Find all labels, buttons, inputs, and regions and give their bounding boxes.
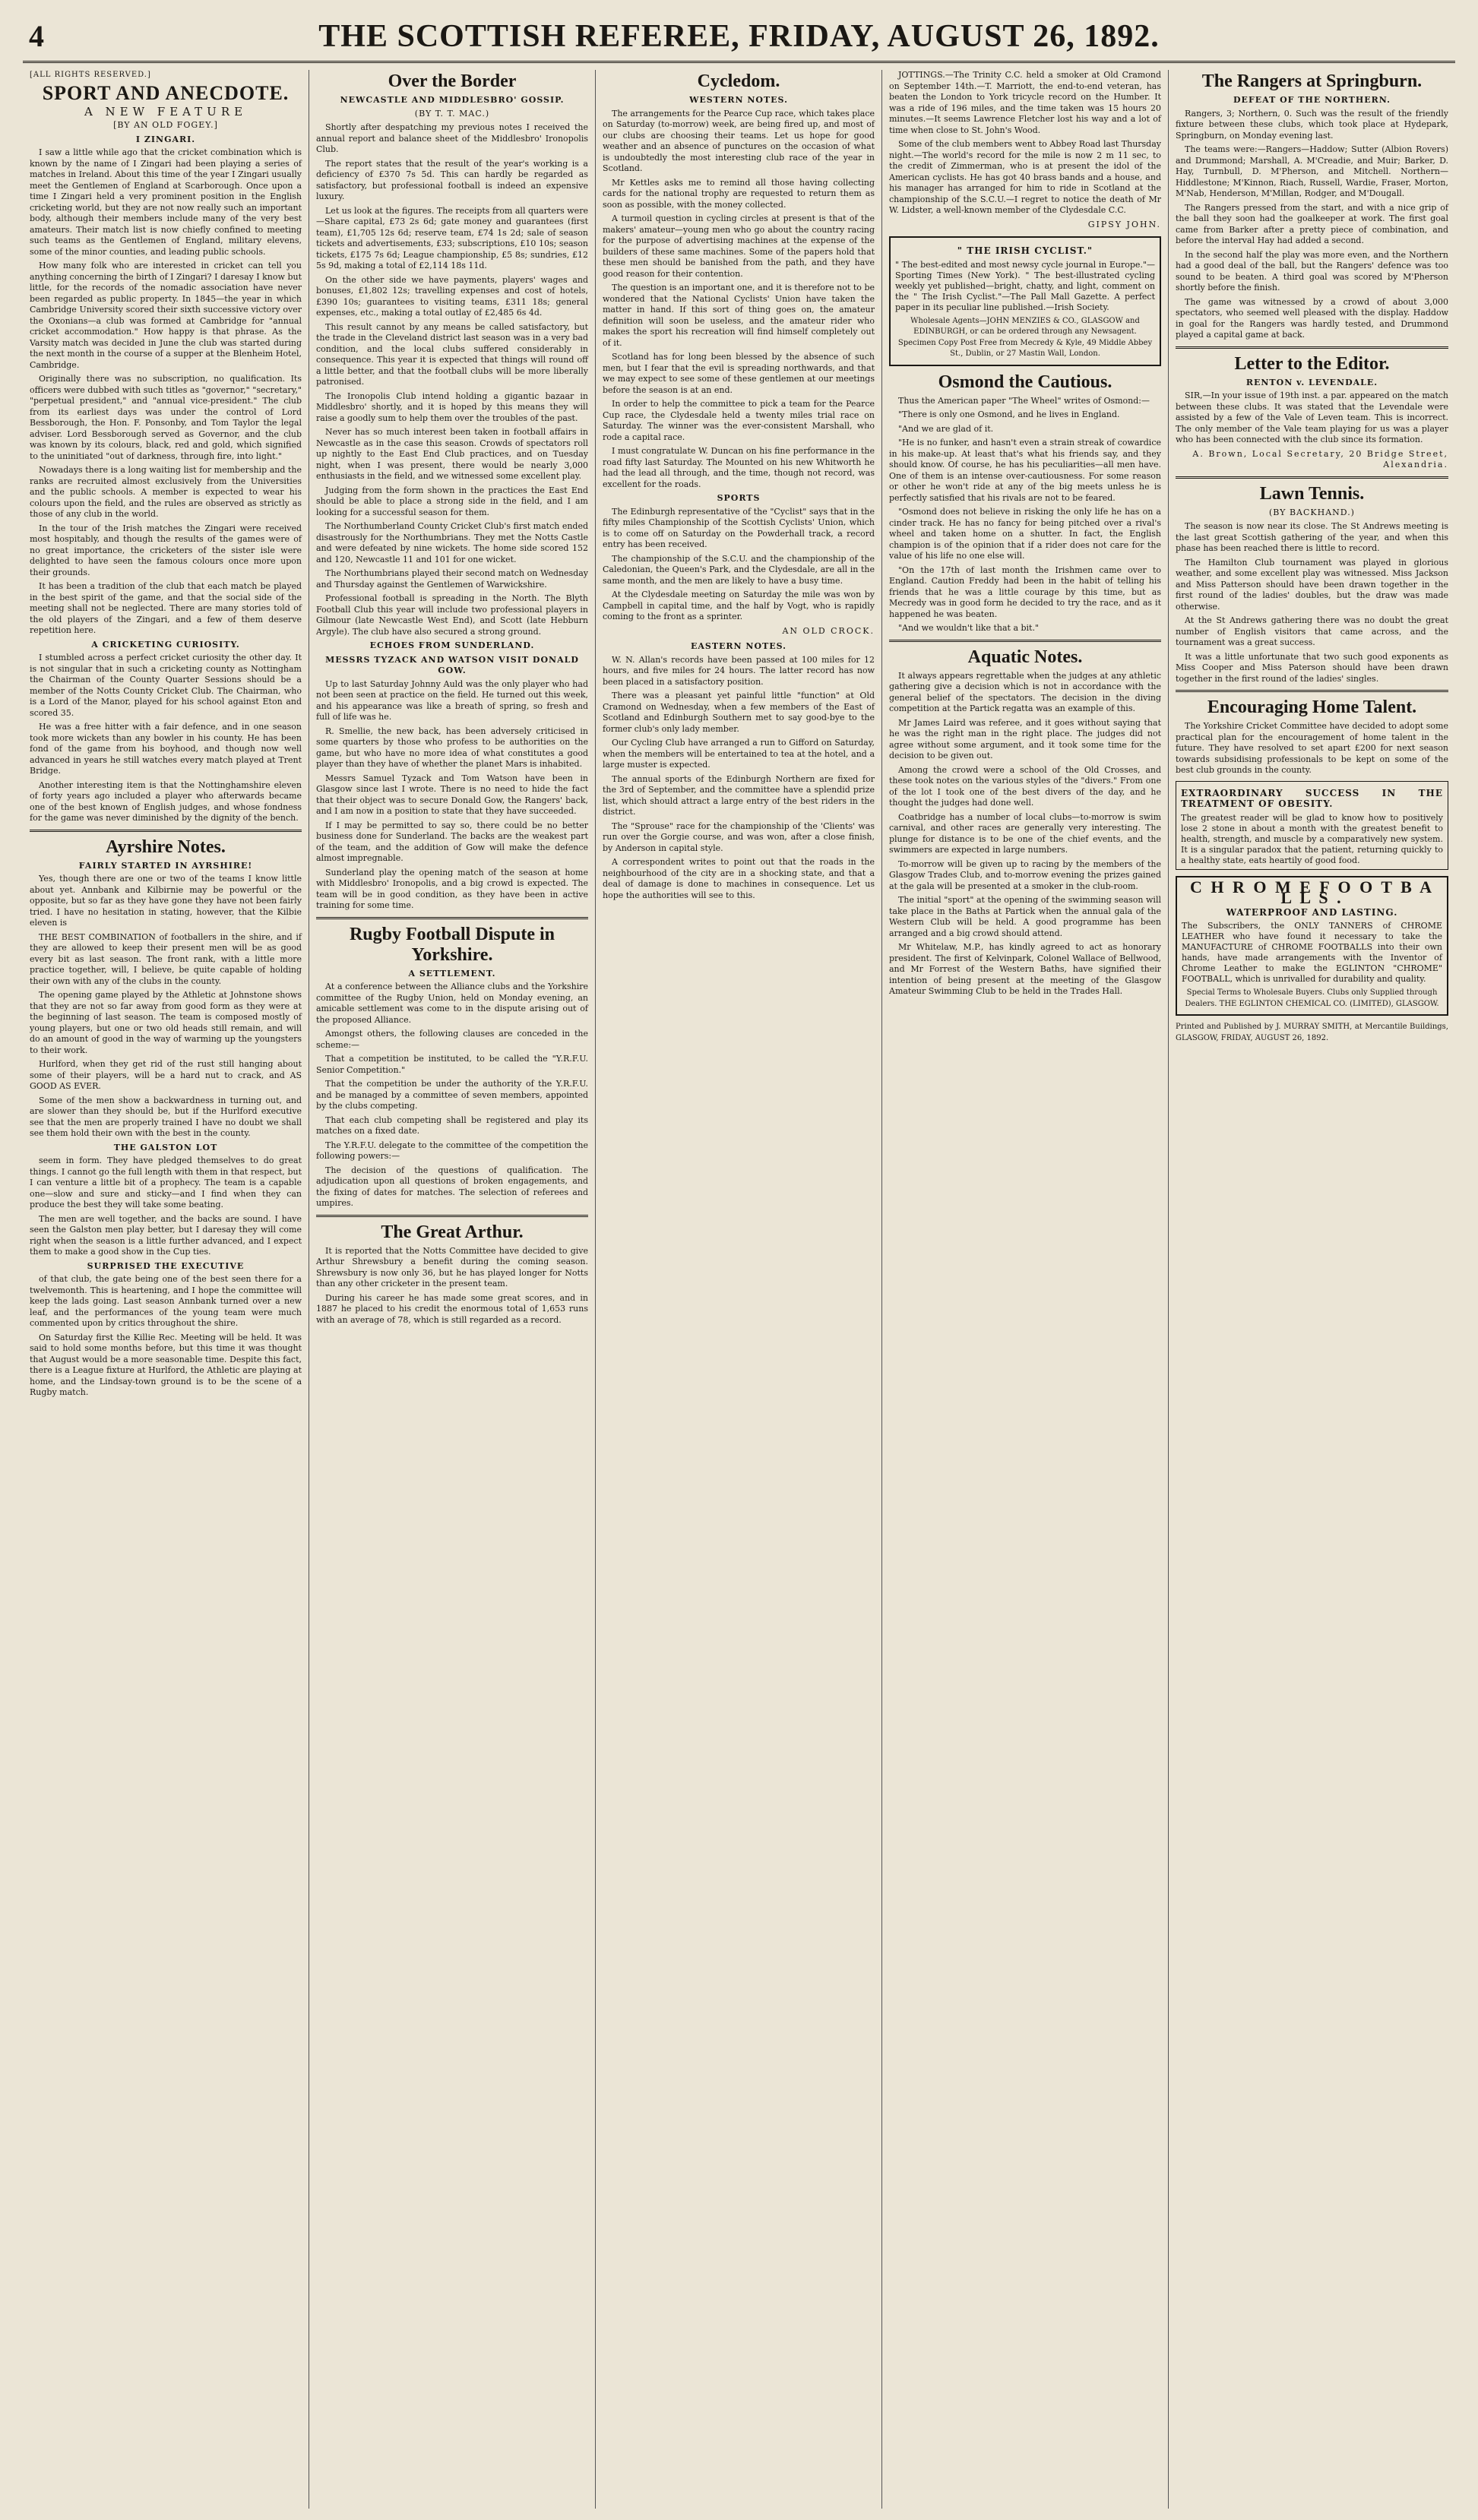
paragraph: It was a little unfortunate that two such good exponents as Miss Cooper and Miss Paterson should have been drawn together in the first round of the ladies' singles. xyxy=(1176,651,1448,684)
paragraph: Messrs Samuel Tyzack and Tom Watson have been in Glasgow since last I wrote. There is no need to hide the fact that their object was to secure Donald Gow, the Rangers' back, and I am now in a position to state that they have succeeded. xyxy=(316,773,588,816)
paragraph: Up to last Saturday Johnny Auld was the only player who had not been seen at practice on the field. He turned out this week, and his appearance was like a breath of spring, so fresh and full of life was he. xyxy=(316,678,588,722)
paragraph: Judging from the form shown in the practices the East End should be able to place a strong side in the field, and I am looking for a successful season for them. xyxy=(316,485,588,517)
paragraph: The Ironopolis Club intend holding a gigantic bazaar in Middlesbro' shortly, and it is hoped by this means they will raise a goodly sum to help them over the troubles of the past. xyxy=(316,390,588,423)
paragraph: The Y.R.F.U. delegate to the committee of the competition the following powers:— xyxy=(316,1140,588,1161)
section-heading: SURPRISED THE EXECUTIVE xyxy=(87,1260,245,1271)
advert-title: " THE IRISH CYCLIST." xyxy=(957,245,1093,256)
advert-footer: Wholesale Agents—JOHN MENZIES & CO., GLASGOW and EDINBURGH, or can be ordered through any Newsagent. Specimen Copy Post Free from Mecredy & Kyle, 49 Middle Abbey St., Dublin, or 27 Mastin Wall, London. xyxy=(897,316,1153,358)
paragraph: The teams were:—Rangers—Haddow; Sutter (Albion Rovers) and Drummond; Marshall, A. M'Creadie, and Muir; Barker, D. Hay, Turnbull, D. M'Pherson, and Mitchell. Northern—Hiddlestone; M'Kinnon, Riach, Russell, Wardie, Fraser, Morton, M'Nab, Henderson, M'Millan, Rodger, and M'Dougall. xyxy=(1176,144,1448,198)
advert-title: EXTRAORDINARY SUCCESS IN THE TREATMENT OF OBESITY. xyxy=(1181,787,1443,809)
paragraph-group xyxy=(603,507,875,623)
headline-aquatic-notes: Aquatic Notes. xyxy=(967,647,1083,667)
kicker: A NEW FEATURE xyxy=(84,104,248,119)
divider xyxy=(1176,476,1448,479)
column-4 xyxy=(882,70,1169,2509)
columns xyxy=(23,70,1455,2509)
divider xyxy=(316,1215,588,1217)
column-1 xyxy=(23,70,309,2509)
paragraph: The opening game played by the Athletic at Johnstone shows that they are not so far away from good form as they were at the beginning of last season. The team is composed mostly of young players, but one or two old heads still remain, and will do an amount of good in the way of warming up the youngsters to their work. xyxy=(30,990,302,1055)
paragraph: "He is no funker, and hasn't even a strain streak of cowardice in his make-up. At least that's what his friends say, and they should know. Of course, he has his peculiarities—all men have. One of them is an intense over-cautiousness. For some reason or other he won't ride at any of the big meets unless he is perfectly satisfied that his rivals are not to be feared. xyxy=(889,438,1161,503)
paragraph-group xyxy=(316,982,588,1209)
paragraph: The Northumberland County Cricket Club's first match ended disastrously for the Northumbrians. They met the Notts Castle and were defeated by nine wickets. The home side scored 152 and 120, Newcastle 11 and 101 for one wicket. xyxy=(316,521,588,564)
paragraph: The report states that the result of the year's working is a deficiency of £370 7s 5d. This can hardly be regarded as satisfactory, but professional football is indeed an expensive luxury. xyxy=(316,158,588,201)
paragraph: Scotland has for long been blessed by the absence of such men, but I fear that the evil is spreading northwards, and that we may expect to see some of these gentlemen at our meetings before the season is at an end. xyxy=(603,352,875,395)
byline: (BY BACKHAND.) xyxy=(1269,507,1355,517)
paragraph: I must congratulate W. Duncan on his fine performance in the road fifty last Saturday. The Mounted on his new Whitworth he had the lead all through, and the time, though not record, was excellent for the roads. xyxy=(603,446,875,489)
paragraph: That the competition be under the authority of the Y.R.F.U. and be managed by a committee of seven members, appointed by the clubs competing. xyxy=(316,1079,588,1111)
paragraph: The game was witnessed by a crowd of about 3,000 spectators, who seemed well pleased with the display. Haddow in goal for the Rangers was hardly tested, and Drummond played a capital game at back. xyxy=(1176,296,1448,340)
headline-cycledom: Cycledom. xyxy=(697,71,780,91)
paragraph: How many folk who are interested in cricket can tell you anything concerning the birth of I Zingari? I daresay I know but little, for the records of the nomadic association have never been regarded as public property. In 1845—the year in which Cambridge University scored their sixth successive victory over the Oxonians—a club was formed at Cambridge for "annual cricket accommodation." How happy is that phrase. As the Varsity match was decided in June the club was started during the next month in the course of a supper at the Blenheim Hotel, Cambridge. xyxy=(30,261,302,370)
section-heading: SPORTS xyxy=(717,493,761,503)
advert-chrome-footballs xyxy=(1176,876,1448,1017)
paragraph: Yes, though there are one or two of the teams I know little about yet. Annbank and Kilbirnie may be powerful or the opposite, but so far as they have gone they have not been fairly tried. I have no hesitation in stating, however, that the Kilbie eleven is xyxy=(30,874,302,928)
divider xyxy=(1176,346,1448,349)
advert-body: The Subscribers, the ONLY TANNERS of CHROME LEATHER who have found it necessary to take the MANUFACTURE of CHROME FOOTBALLS into their own hands, have made arrangements with the Inventor of Chrome Leather to make the EGLINTON "CHROME" FOOTBALL, which is unrivalled for durability and quality. xyxy=(1182,921,1442,984)
paragraph-group xyxy=(1176,721,1448,776)
imprint: Printed and Published by J. MURRAY SMITH, at Mercantile Buildings, GLASGOW, FRIDAY, AUGUST 26, 1892. xyxy=(1176,1023,1448,1042)
paragraph: Mr James Laird was referee, and it goes without saying that he was the right man in the right place. The judges did not agree without some argument, and it took some time for the decision to be given out. xyxy=(889,717,1161,760)
paragraph: Shortly after despatching my previous notes I received the annual report and balance sheet of the Middlesbro' Ironopolis Club. xyxy=(316,122,588,154)
column-3 xyxy=(596,70,882,2509)
paragraph: The championship of the S.C.U. and the championship of the Caledonian, the Queen's Park, and the Clydesdale, are all in the same month, and the men are likely to have a busy time. xyxy=(603,553,875,586)
paragraph: Originally there was no subscription, no qualification. Its officers were dubbed with such titles as "governor," "secretary," "perpetual president," and "annual vice-president." The club from its earliest days was under the control of Lord Bessborough, the Hon. F. Ponsonby, and Tom Taylor the legal adviser. Lord Bessborough served as Governor, and the club was known by its colours, black, red and gold, which signified to the uninitiated "out of darkness, through fire, into light." xyxy=(30,374,302,461)
paragraph: Never has so much interest been taken in football affairs in Newcastle as in the case this season. Crowds of spectators roll up nightly to the East End Club practices, and on Tuesday night, when I was present, there would be nearly 3,000 enthusiasts in the field, and we witnessed some excellent play. xyxy=(316,427,588,481)
paragraph: It is reported that the Notts Committee have decided to give Arthur Shrewsbury a benefit during the coming season. Shrewsbury is now only 36, but he has played longer for Notts than any other cricketer in the present team. xyxy=(316,1245,588,1288)
paragraph: Professional football is spreading in the North. The Blyth Football Club this year will include two professional players in Gilmour (late Newcastle West End), and Scott (late Hebburn Argyle). The club have also secured a strong ground. xyxy=(316,593,588,637)
paragraph: Mr Whitelaw, M.P., has kindly agreed to act as honorary president. The first of Kelvinpark, Colonel Wallace of Bellwood, and Mr Forrest of the Western Baths, have signified their intention of being present at the meeting of the Glasgow Amateur Swimming Club to be held in the Trades Hall. xyxy=(889,942,1161,996)
masthead xyxy=(23,14,1455,63)
paragraph-group xyxy=(889,671,1161,998)
paragraph: That a competition be instituted, to be called the "Y.R.F.U. Senior Competition." xyxy=(316,1054,588,1075)
divider xyxy=(316,917,588,919)
signature: AN OLD CROCK. xyxy=(782,625,875,636)
paragraph: On the other side we have payments, players' wages and bonuses, £1,802 12s; travelling expenses and cost of hotels, £390 10s; guarantees to visiting teams, £311 18s; general expenses, etc., making a total outlay of £2,485 6s 4d. xyxy=(316,274,588,318)
subheading: A SETTLEMENT. xyxy=(408,968,496,979)
headline-great-arthur: The Great Arthur. xyxy=(381,1222,524,1242)
paragraph: Some of the men show a backwardness in turning out, and are slower than they should be, but if the Hurlford executive see that the men are properly trained I have no doubt we shall see them hold their own with the best in the county. xyxy=(30,1095,302,1138)
paragraph-group xyxy=(603,109,875,491)
signature: GIPSY JOHN. xyxy=(1087,219,1161,229)
paragraph: On Saturday first the Killie Rec. Meeting will be held. It was said to hold some months before, but this time it was thought that August would be a more seasonable time. Despite this fact, there is a League fixture at Hurlford, the Athletic are playing at home, and the Lindsay-town ground is to be the scene of a Rugby match. xyxy=(30,1332,302,1397)
column-2 xyxy=(309,70,596,2509)
divider xyxy=(30,830,302,832)
paragraph: The Hamilton Club tournament was played in glorious weather, and some excellent play was witnessed. Miss Jackson and Miss Patterson should have been drawn together in the first round of the ladies' doubles, but the draw was made otherwise. xyxy=(1176,557,1448,612)
paragraph: In the second half the play was more even, and the Northern had a good deal of the ball, but the Rangers' defence was too sound to be beaten. A third goal was scored by M'Pherson shortly before the finish. xyxy=(1176,249,1448,292)
headline-lawn-tennis: Lawn Tennis. xyxy=(1259,483,1365,504)
paragraph: seem in form. They have pledged themselves to do great things. I cannot go the full length with them in that respect, but I can venture a little bit of a prophecy. The team is a capable one—slow and sure and sticky—and I find when they can produce the best they will take some beating. xyxy=(30,1156,302,1209)
advert-title: C H R O M E F O O T B A L L S . xyxy=(1189,877,1434,907)
subheading: DEFEAT OF THE NORTHERN. xyxy=(1233,95,1391,105)
paragraph-group xyxy=(316,122,588,637)
paragraph-group xyxy=(889,396,1161,634)
section-heading: EASTERN NOTES. xyxy=(690,641,787,651)
paragraph: This result cannot by any means be called satisfactory, but the trade in the Cleveland district last season was in a very bad condition, and the local clubs suffered considerably in consequence. This year it is expected that things will round off a little better, and that the football clubs will be more liberally patronised. xyxy=(316,321,588,387)
section-heading: A CRICKETING CURIOSITY. xyxy=(91,639,240,650)
paragraph: The arrangements for the Pearce Cup race, which takes place on Saturday (to-morrow) week, are being fired up, and most of our clubs are choosing their teams. Let us hope for good weather and an absence of punctures on the occasion of what is undoubtedly the most interesting club race of the year in Scotland. xyxy=(603,108,875,173)
paragraph: I stumbled across a perfect cricket curiosity the other day. It is not singular that in such a cricketing county as Nottingham the Chairman of the County Quarter Sessions should be a member of the Notts County Cricket Club. The Chairman, who is a Lord of the Manor, played for his school against Eton and scored 35. xyxy=(30,653,302,718)
paragraph: Hurlford, when they get rid of the rust still hanging about some of their players, will be a hard nut to crack, and AS GOOD AS EVER. xyxy=(30,1059,302,1091)
paragraph: "Osmond does not believe in risking the only life he has on a cinder track. He has no fancy for being pitched over a rival's wheel and taken home on a shutter. In fact, the English champion is of the opinion that if a rider does not care for the value of his life no one else will. xyxy=(889,507,1161,561)
paragraph-group xyxy=(316,1246,588,1326)
paragraph: The Northumbrians played their second match on Wednesday and Thursday against the Gentlemen of Warwickshire. xyxy=(316,568,588,590)
advert-subtitle: WATERPROOF AND LASTING. xyxy=(1226,906,1398,918)
section-heading: I ZINGARI. xyxy=(135,134,196,144)
headline-letter-editor: Letter to the Editor. xyxy=(1234,353,1390,374)
paragraph: It always appears regrettable when the judges at any athletic gathering give a decision which is not in accordance with the general belief of the spectators. The decision in the diving competition at the Partick regatta was an example of this. xyxy=(889,670,1161,713)
paragraph: Thus the American paper "The Wheel" writes of Osmond:— xyxy=(898,395,1150,406)
paragraph: The Yorkshire Cricket Committee have decided to adopt some practical plan for the encouragement of home talent in the future. They have resolved to set apart £200 for next season towards subsidising professionals to be kept on some of the best club grounds in the county. xyxy=(1176,721,1448,775)
paragraph: Coatbridge has a number of local clubs—to-morrow is swim carnival, and other races are generally very interesting. The plunge for distance is to be one of the chief events, and the swimmers are expected in large numbers. xyxy=(889,811,1161,855)
byline: [BY AN OLD FOGEY.] xyxy=(113,120,218,130)
paragraph: "And we wouldn't like that a bit." xyxy=(898,623,1040,633)
paragraph-group xyxy=(1176,521,1448,685)
headline-ayrshire-notes: Ayrshire Notes. xyxy=(106,836,226,857)
paragraph: A turmoil question in cycling circles at present is that of the makers' amateur—young men who go about the country racing for the purpose of advertising machines at the expense of the builders of these same machines. Some of the papers hold that these men should be banished from the path, and they have good reason for their contention. xyxy=(603,213,875,279)
paragraph: Nowadays there is a long waiting list for membership and the ranks are recruited almost exclusively from the Universities and the public schools. A member is expected to wear his colours upon the field, and the rules are observed as strictly as those of any club in the world. xyxy=(30,465,302,519)
column-5 xyxy=(1169,70,1455,2509)
letter-body: SIR,—In your issue of 19th inst. a par. appeared on the match between these clubs. It was stated that the Levendale were assisted by a few of the Vale of Leven team. This is incorrect. The only member of the Vale team playing for us was a player who has been connected with the club since its formation. xyxy=(1176,390,1448,444)
paragraph-group xyxy=(1176,109,1448,341)
paragraph-group xyxy=(30,874,302,1140)
paragraph: Some of the club members went to Abbey Road last Thursday night.—The world's record for the mile is now 2 m 11 sec, to the credit of Zimmerman, who is at present the idol of the American cyclists. He has got 40 brass bands and a house, and his manager has arranged for him to ride in Scotland at the championship of the S.C.U.—I regret to notice the death of Mr W. Lidster, a well-known member of the Clydesdale C.C. xyxy=(889,139,1161,215)
paragraph: Our Cycling Club have arranged a run to Gifford on Saturday, when the members will be entertained to tea at the hotel, and a large muster is expected. xyxy=(603,738,875,770)
divider xyxy=(889,640,1161,642)
headline-rangers-springburn: The Rangers at Springburn. xyxy=(1201,71,1423,91)
paragraph: At the St Andrews gathering there was no doubt the great number of English visitors that came across, and the tournament was a great success. xyxy=(1176,615,1448,647)
paragraph: The question is an important one, and it is therefore not to be wondered that the National Cyclists' Union have taken the matter in hand. If this sort of thing goes on, the amateur definition will soon be useless, and the amateur rider who makes the sport his recreation will find himself completely out of it. xyxy=(603,283,875,348)
paragraph: Sunderland play the opening match of the season at home with Middlesbro' Ironopolis, and a big crowd is expected. The team will be in good condition, as they have been in active training for some time. xyxy=(316,867,588,910)
letter-signature: A. Brown, Local Secretary, 20 Bridge Street, Alexandria. xyxy=(1192,448,1448,470)
subheading: MESSRS TYZACK AND WATSON VISIT DONALD GOW. xyxy=(325,654,579,675)
paragraph: The men are well together, and the backs are sound. I have seen the Galston men play better, but I daresay they will come right when the season is a little further advanced, and I expect them to make a good show in the Cup ties. xyxy=(30,1213,302,1257)
paragraph: of that club, the gate being one of the best seen there for a twelvemonth. This is heartening, and I hope the committee will keep the lads going. Last season Annbank turned over a new leaf, and the performances of the young team were much commented upon by critics throughout the shire. xyxy=(30,1274,302,1328)
paragraph-group xyxy=(30,653,302,824)
subheading: WESTERN NOTES. xyxy=(689,95,788,105)
paragraph: In the tour of the Irish matches the Zingari were received most hospitably, and though the results of the games were of no great importance, the cricketers of the sister isle were delighted to have seen the famous colours once more upon their grounds. xyxy=(30,523,302,577)
advert-body: The greatest reader will be glad to know how to positively lose 2 stone in about a month with the greatest benefit to health, strength, and muscle by a comparatively new system. It is a singular paradox that the patient, returning quickly to a healthy state, eats heartily of good food. xyxy=(1181,812,1443,865)
paragraph: Mr Kettles asks me to remind all those having collecting cards for the national trophy are requested to return them as soon as possible, with the money collected. xyxy=(603,177,875,210)
paragraph-group xyxy=(30,1274,302,1399)
paragraph: THE BEST COMBINATION of footballers in the shire, and if they are allowed to keep their present men will be as good every bit as last season. The front rank, with a little more practice together, will, I believe, be quite capable of holding their own with any of the clubs in the county. xyxy=(30,931,302,986)
paragraph: Amongst others, the following clauses are conceded in the scheme:— xyxy=(316,1029,588,1050)
paragraph-group xyxy=(603,655,875,902)
paragraph-group xyxy=(889,70,1161,217)
rights-notice: [ALL RIGHTS RESERVED.] xyxy=(30,71,151,79)
paragraph: There was a pleasant yet painful little "function" at Old Cramond on Wednesday, when a few members of the East of Scotland and Edinburgh Southern met to say good-bye to the former club's only lady member. xyxy=(603,691,875,734)
paragraph: A correspondent writes to point out that the roads in the neighbourhood of the city are in a shocking state, and that a deal of damage is done to machines in consequence. Let us hope the authorities will see to this. xyxy=(603,857,875,900)
divider xyxy=(1176,690,1448,692)
paragraph: It has been a tradition of the club that each match be played in the best spirit of the game, and that the social side of the meeting shall not be neglected. There are many stories told of the old players of the Zingari, and a few of them deserve repetition here. xyxy=(30,581,302,635)
paragraph-group xyxy=(30,1156,302,1258)
paragraph: Among the crowd were a school of the Old Crosses, and these took notes on the various styles of the "divers." From one of the lot I took one of the best divers of the day, and he thought the judges had done well. xyxy=(889,764,1161,808)
advert-body: " The best-edited and most newsy cycle journal in Europe."—Sporting Times (New York). " The best-illustrated cycling weekly yet published—bright, chatty, and light, comment on the " The Irish Cyclist."—The Pall Mall Gazette. A perfect paper in its peculiar line published.—Irish Society. xyxy=(895,259,1155,312)
section-heading: ECHOES FROM SUNDERLAND. xyxy=(369,640,535,650)
headline-over-the-border: Over the Border xyxy=(388,71,517,91)
paragraph: At the Clydesdale meeting on Saturday the mile was won by Campbell in capital time, and the half by Vogt, who is rapidly coming to the front as a sprinter. xyxy=(603,590,875,621)
headline-sport-anecdote: SPORT AND ANECDOTE. xyxy=(42,81,290,104)
paragraph: "On the 17th of last month the Irishmen came over to England. Caution Freddy had been in the habit of telling his friends that he was a little courage by this time, but as Mecredy was in good form he decided to try the race, and as it happened he was beaten. xyxy=(889,564,1161,619)
paragraph: The annual sports of the Edinburgh Northern are fixed for the 3rd of September, and the committee have a splendid prize list, which should attract a large entry of the best riders in the district. xyxy=(603,773,875,817)
paragraph: R. Smellie, the new back, has been adversely criticised in some quarters by those who profess to be authorities on the game, but who have no more idea of what constitutes a good player than they have of whether the planet Mars is inhabited. xyxy=(316,726,588,769)
paper-title: THE SCOTTISH REFEREE, FRIDAY, AUGUST 26, 1892. xyxy=(318,19,1160,54)
paragraph: During his career he has made some great scores, and in 1887 he placed to his credit the enormous total of 1,653 runs with an average of 78, which is still regarded as a record. xyxy=(316,1292,588,1325)
paragraph: Another interesting item is that the Nottinghamshire eleven of forty years ago included a player who afterwards became one of the best known of English judges, and whose fondness for the game was never diminished by the dignity of the bench. xyxy=(30,779,302,823)
paragraph: The initial "sport" at the opening of the swimming season will take place in the Baths at Partick when the annual gala of the Western Club will be held. A good programme has been arranged and a big crowd should attend. xyxy=(889,895,1161,938)
paragraph: If I may be permitted to say so, there could be no better business done for Sunderland. The backs are the weakest part of the team, and the addition of Gow will make the defence almost impregnable. xyxy=(316,820,588,863)
paragraph: The "Sprouse" race for the championship of the 'Clients' was run over the Gorgie course, and was won, after a close finish, by Anderson in capital style. xyxy=(603,821,875,853)
paragraph: W. N. Allan's records have been passed at 100 miles for 12 hours, and five miles for 24 hours. The latter record has now been placed in a satisfactory position. xyxy=(603,654,875,687)
paragraph: Let us look at the figures. The receipts from all quarters were—Share capital, £73 2s 6d; gate money and guarantees (first team), £1,705 12s 6d; reserve team, £74 1s 2d; sale of season tickets and advertisements, £33; subscriptions, £10 10s; season tickets, £175 7s 6d; League championship, £5 8s; sundries, £12 5s 9d, making a total of £2,114 18s 11d. xyxy=(316,205,588,270)
section-heading: THE GALSTON LOT xyxy=(113,1142,218,1152)
advert-footer: Special Terms to Wholesale Buyers. Clubs only Supplied through Dealers. THE EGLINTON CHEMICAL CO. (LIMITED), GLASGOW. xyxy=(1185,988,1439,1008)
paragraph: "And we are glad of it. xyxy=(898,423,994,434)
headline-osmond: Osmond the Cautious. xyxy=(938,372,1112,392)
paragraph: That each club competing shall be registered and play its matches on a fixed date. xyxy=(316,1115,588,1136)
subheading: FAIRLY STARTED IN AYRSHIRE! xyxy=(78,860,253,871)
paragraph: In order to help the committee to pick a team for the Pearce Cup race, the Clydesdale held a twenty miles trial race on Saturday. The winner was the ever-consistent Marshall, who rode a capital race. xyxy=(603,399,875,442)
advert-obesity xyxy=(1176,781,1448,870)
paragraph: To-morrow will be given up to racing by the members of the Glasgow Trades Club, and to-morrow evening the prizes gained at the gala will be presented at a smoker in the club-room. xyxy=(889,858,1161,891)
paragraph: The decision of the questions of qualification. The adjudication upon all questions of broken engagements, and the fixing of dates for matches. The selection of referees and umpires. xyxy=(316,1165,588,1208)
headline-rugby-dispute: Rugby Football Dispute in Yorkshire. xyxy=(349,924,555,965)
paragraph-group xyxy=(316,679,588,912)
paragraph: He was a free hitter with a fair defence, and in one season took more wickets than any bowler in his county. He has been fond of the game from his boyhood, and though now well advanced in years he still watches every match played at Trent Bridge. xyxy=(30,722,302,776)
advert-irish-cyclist xyxy=(889,236,1161,366)
paragraph: The Rangers pressed from the start, and with a nice grip of the ball they soon had the goalkeeper at work. The first goal came from Barker after a pretty piece of combination, and before the interval Hay had added a second. xyxy=(1176,202,1448,245)
headline-home-talent: Encouraging Home Talent. xyxy=(1207,697,1417,717)
subheading: NEWCASTLE AND MIDDLESBRO' GOSSIP. xyxy=(340,95,565,105)
paragraph: JOTTINGS.—The Trinity C.C. held a smoker at Old Cramond on September 14th.—T. Marriott, the end-to-end veteran, has beaten the London to York tricycle record on the Humber. It was a ride of 196 miles, and the time taken was 15 hours 20 minutes.—It seems Lawrence Fletcher lost his way and a lot of time when close to St. John's Wood. xyxy=(889,70,1161,135)
page-number: 4 xyxy=(29,19,44,53)
paragraph: "There is only one Osmond, and he lives in England. xyxy=(898,409,1120,419)
byline: (BY T. T. MAC.) xyxy=(414,108,490,119)
paragraph-group xyxy=(30,147,302,637)
paragraph: At a conference between the Alliance clubs and the Yorkshire committee of the Rugby Union, held on Monday evening, an amicable settlement was come to in the dispute arising out of the proposed Alliance. xyxy=(316,982,588,1025)
paragraph: I saw a little while ago that the cricket combination which is known by the name of I Zingari had been playing a series of matches in Ireland. About this time of the year I Zingari usually meet the Gentlemen of England at Scarborough. Once upon a time I Zingari held a very prominent position in the English cricketing world, but they are not now really such an important body, although their members include many of the very best amateurs. Their match list is now chiefly confined to meeting such teams as the Gentlemen of England, military elevens, some of the minor counties, and leading public schools. xyxy=(30,147,302,257)
subheading: RENTON v. LEVENDALE. xyxy=(1245,377,1378,387)
paragraph: Rangers, 3; Northern, 0. Such was the result of the friendly fixture between these clubs, which took place at Hydepark, Springburn, on Monday evening last. xyxy=(1176,108,1448,141)
paragraph: The season is now near its close. The St Andrews meeting is the last great Scottish gathering of the year, and when this phase has been reached there is little to record. xyxy=(1176,521,1448,553)
paragraph: The Edinburgh representative of the "Cyclist" says that in the fifty miles Championship of the Scottish Cyclists' Union, which is to come off on Saturday on the Powderhall track, a record entry has been received. xyxy=(603,506,875,549)
